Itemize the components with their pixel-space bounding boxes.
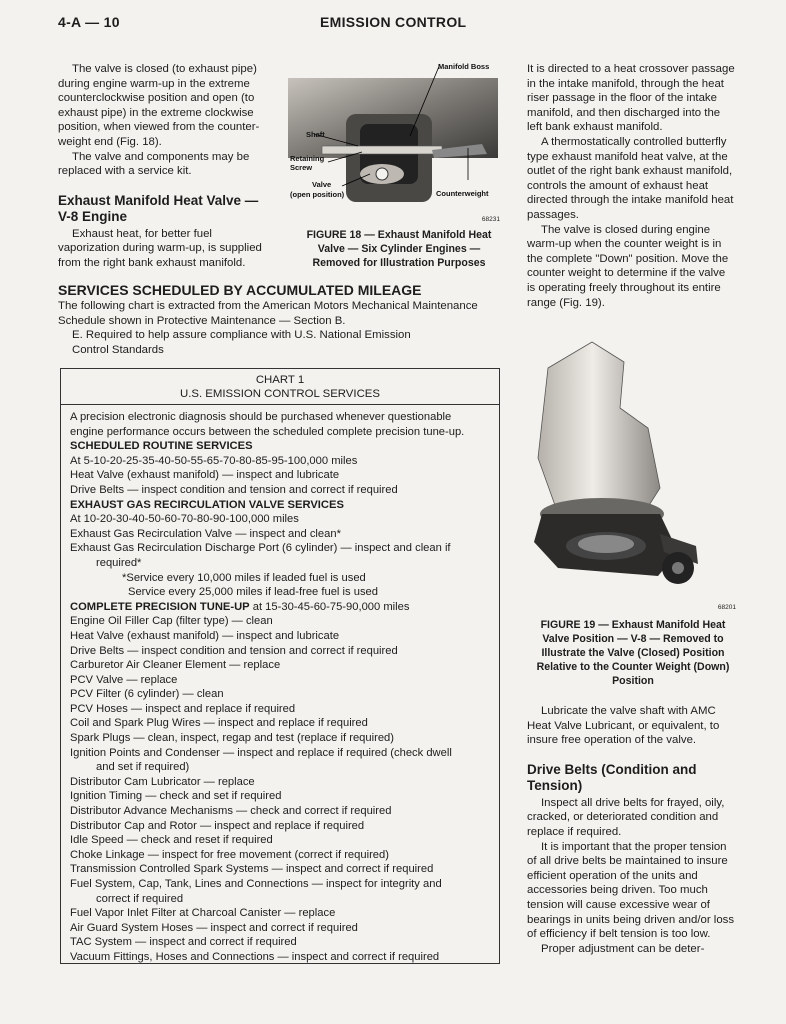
chart-line-text: Drive Belts — inspect condition and tension and correct if required <box>70 644 398 657</box>
label-open-position: (open position) <box>290 190 345 199</box>
label-counterweight: Counterweight <box>436 189 489 198</box>
chart-line <box>70 789 499 804</box>
chart-line-text: Distributor Cap and Rotor — inspect and replace if required <box>70 819 365 832</box>
chart-line <box>70 585 499 600</box>
chart-line <box>70 425 499 440</box>
chart-line-text: Heat Valve (exhaust manifold) — inspect and lubricate <box>70 629 340 642</box>
chart-line <box>70 673 499 688</box>
chart-title: CHART 1 <box>255 374 305 386</box>
chart-line-text: At 5-10-20-25-35-40-50-55-65-70-80-85-95-100,000 miles <box>70 454 358 467</box>
chart-line-text: Fuel System, Cap, Tank, Lines and Connections — inspect for integrity and <box>70 878 442 890</box>
chart-line-text: A precision electronic diagnosis should be purchased whenever questionable <box>70 411 452 423</box>
right-paragraph-1: It is directed to a heat crossover passage in the intake manifold, through the heat riser passage in the floor of the intake manifold, and then discharged into the left bank exhaust manifold. <box>527 63 735 134</box>
chart-line <box>70 746 499 761</box>
chart-lines <box>61 405 499 965</box>
chart-line <box>70 877 499 892</box>
belts-paragraph-3: Proper adjustment can be deter- <box>541 942 705 955</box>
figure-18 <box>282 62 500 212</box>
chart-line-text: Service every 25,000 miles if lead-free fuel is used <box>128 586 378 599</box>
left-column <box>58 62 262 271</box>
right-column-bottom <box>527 704 735 956</box>
belts-paragraph-1: Inspect all drive belts for frayed, oily, cracked, or deteriorated condition and replace if required. <box>527 796 725 838</box>
label-manifold-boss: Manifold Boss <box>438 62 490 71</box>
services-intro: The following chart is extracted from the American Motors Mechanical Maintenance Schedule shown in Protective Maintenance — Section B. <box>58 300 478 327</box>
figure-19-caption: FIGURE 19 — Exhaust Manifold Heat Valve Position — V-8 — Removed to Illustrate the Valve (Closed) Position Relative to the Counter Weight (Down) Position <box>536 619 730 687</box>
heat-valve-v8-photo <box>528 338 736 600</box>
figure-18-caption: FIGURE 18 — Exhaust Manifold Heat Valve — Six Cylinder Engines — Removed for Illustration Purposes <box>306 229 492 269</box>
chart-line <box>70 454 499 469</box>
chart-line-text: Fuel Vapor Inlet Filter at Charcoal Canister — replace <box>70 907 336 920</box>
heading-v8-heat-valve: Exhaust Manifold Heat Valve — V-8 Engine <box>58 192 259 224</box>
chart-line-text: Ignition Points and Condenser — inspect and replace if required (check dwell <box>70 746 452 759</box>
chart-line-text: and set if required) <box>96 761 190 774</box>
chart-line <box>70 819 499 834</box>
chart-line-text: Distributor Cam Lubricator — replace <box>70 775 255 788</box>
chart-line <box>70 804 499 819</box>
label-valve: Valve <box>312 180 332 189</box>
right-column-top <box>527 62 735 310</box>
chart-line <box>70 498 499 513</box>
chart-line <box>70 921 499 936</box>
chart-line-text: Choke Linkage — inspect for free movement (correct if required) <box>70 848 389 861</box>
chart-line <box>70 571 499 586</box>
chart-line <box>70 512 499 527</box>
chart-line <box>70 468 499 483</box>
chart-line-suffix: at 15-30-45-60-75-90,000 miles <box>249 600 410 613</box>
chart-line-text: Ignition Timing — check and set if required <box>70 790 282 803</box>
chart-line <box>70 410 499 425</box>
right-paragraph-3: The valve is closed during engine warm-up when the counter weight is in the complete "Down" position. Move the counter weight to determine if the valve is operating freely throughout its entire range (Fig. 19). <box>527 223 729 309</box>
chart-1-box <box>60 368 500 964</box>
chart-line <box>70 731 499 746</box>
chart-line-text: Carburetor Air Cleaner Element — replace <box>70 659 281 672</box>
chart-line <box>70 600 499 615</box>
page-number: 4-A — 10 <box>58 14 120 30</box>
chart-line-text: Transmission Controlled Spark Systems — inspect and correct if required <box>70 863 434 876</box>
chart-line-text: Vacuum Fittings, Hoses and Connections — inspect and correct if required <box>70 950 440 963</box>
chart-line <box>70 935 499 950</box>
chart-line-text: EXHAUST GAS RECIRCULATION VALVE SERVICES <box>70 498 344 511</box>
chart-line-text: Exhaust Gas Recirculation Valve — inspect and clean* <box>70 527 341 540</box>
chart-line-text: SCHEDULED ROUTINE SERVICES <box>70 440 253 453</box>
lubricate-paragraph: Lubricate the valve shaft with AMC Heat Valve Lubricant, or equivalent, to insure free operation of the valve. <box>527 705 720 747</box>
chart-line <box>70 614 499 629</box>
label-screw: Screw <box>290 163 313 172</box>
chart-line <box>70 906 499 921</box>
chart-line <box>70 439 499 454</box>
chart-line-text: Coil and Spark Plug Wires — inspect and replace if required <box>70 717 368 730</box>
chart-line <box>70 848 499 863</box>
services-section <box>58 282 504 357</box>
chart-line-text: Exhaust Gas Recirculation Discharge Port (6 cylinder) — inspect and clean if <box>70 542 451 555</box>
chart-line-text: Engine Oil Filler Cap (filter type) — clean <box>70 615 273 628</box>
chart-line-text: Heat Valve (exhaust manifold) — inspect and lubricate <box>70 469 340 482</box>
chart-line-text: required* <box>96 556 142 569</box>
right-paragraph-2: A thermostatically controlled butterfly type exhaust manifold heat valve, at the outlet of the right bank exhaust manifold, controls the amount of exhaust heat directed through the intake manifold heat passages. <box>527 135 734 221</box>
services-heading: SERVICES SCHEDULED BY ACCUMULATED MILEAGE <box>58 282 422 298</box>
intro-paragraph-1: The valve is closed (to exhaust pipe) during engine warm-up in the extreme counterclockwise position and open (to exhaust pipe) in the extreme clockwise position, when viewed from the counter-weight end (Fig. 18). <box>58 63 260 148</box>
v8-paragraph: Exhaust heat, for better fuel vaporization during warm-up, is supplied from the right bank exhaust manifold. <box>58 227 262 269</box>
chart-line <box>70 833 499 848</box>
chart-line <box>70 629 499 644</box>
figure-19 <box>528 338 736 600</box>
services-item-e: E. Required to help assure compliance with U.S. National Emission Control Standards <box>72 329 411 356</box>
chart-line <box>70 775 499 790</box>
chart-line <box>70 687 499 702</box>
chart-line <box>70 644 499 659</box>
chart-line-text: Air Guard System Hoses — inspect and correct if required <box>70 921 358 934</box>
belts-paragraph-2: It is important that the proper tension of all drive belts be maintained to insure efficient operation of the units and accessories being driven. Too much tension will cause excessive wear of bearings in units being driven and/or loss of efficiency if belt tension is too low. <box>527 840 735 941</box>
label-retaining: Retaining <box>290 154 325 163</box>
chart-line-text: Drive Belts — inspect condition and tension and correct if required <box>70 483 398 496</box>
chart-line-text: *Service every 10,000 miles if leaded fuel is used <box>122 571 366 584</box>
heading-drive-belts: Drive Belts (Condition and Tension) <box>527 761 697 793</box>
chart-line-text: Distributor Advance Mechanisms — check and correct if required <box>70 805 392 818</box>
chart-line <box>70 483 499 498</box>
chart-line-text: correct if required <box>96 892 184 905</box>
chart-line <box>70 716 499 731</box>
chart-line <box>70 556 499 571</box>
chart-line-text: COMPLETE PRECISION TUNE-UP <box>70 600 250 613</box>
chart-line <box>70 760 499 775</box>
chart-line-text: PCV Hoses — inspect and replace if required <box>70 702 296 715</box>
figure-18-number: 68231 <box>481 216 500 223</box>
chart-line-text: TAC System — inspect and correct if required <box>70 936 297 949</box>
chart-line-text: At 10-20-30-40-50-60-70-80-90-100,000 miles <box>70 513 299 526</box>
label-shaft: Shaft <box>306 130 325 139</box>
figure-19-number: 68201 <box>717 604 736 611</box>
chart-subtitle: U.S. EMISSION CONTROL SERVICES <box>179 388 380 400</box>
chart-line <box>70 702 499 717</box>
chart-line <box>70 862 499 877</box>
page-title: EMISSION CONTROL <box>320 14 467 30</box>
chart-line-text: engine performance occurs between the scheduled complete precision tune-up. <box>70 425 465 438</box>
chart-line-text: PCV Valve — replace <box>70 673 178 686</box>
intro-paragraph-2: The valve and components may be replaced with a service kit. <box>58 150 250 178</box>
chart-line <box>70 892 499 907</box>
chart-line <box>70 527 499 542</box>
chart-line-text: Idle Speed — check and reset if required <box>70 834 273 847</box>
chart-line <box>70 658 499 673</box>
chart-line-text: PCV Filter (6 cylinder) — clean <box>70 688 224 701</box>
chart-line <box>70 950 499 965</box>
chart-line <box>70 541 499 556</box>
chart-line-text: Spark Plugs — clean, inspect, regap and test (replace if required) <box>70 732 394 745</box>
